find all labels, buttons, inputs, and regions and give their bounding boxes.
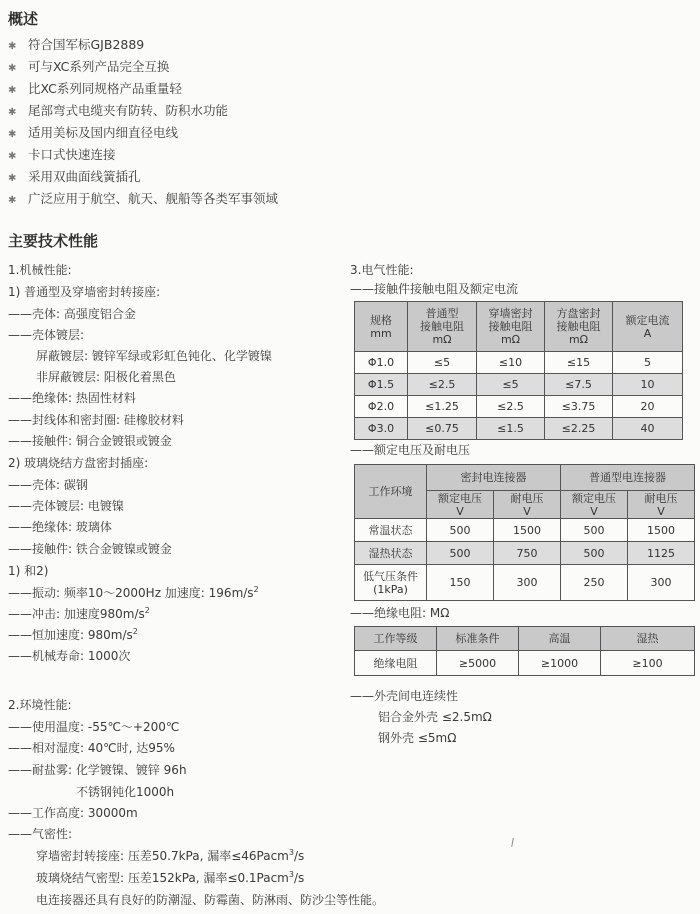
spec-temperature: ——使用温度: -55℃～+200℃ [8,720,180,734]
table-cell: ≤3.75 [545,396,613,418]
table-header: 穿墙密封 接触电阻 mΩ [477,302,545,352]
list-item: ✱ 广泛应用于航空、航天、舰船等各类军事领域 [8,188,278,210]
contact-resistance-title: ——接触件接触电阻及额定电流 [350,282,519,296]
contact-resistance-table [354,301,683,440]
table-header: 额定电压 V [561,491,628,519]
table-cell: 500 [561,519,628,542]
table-header: 额定电压 V [427,491,494,519]
table-header: 普通型 接触电阻 mΩ [408,302,477,352]
asterisk-icon: ✱ [8,173,17,184]
table-cell: 150 [427,565,494,601]
table-header: 额定电流 A [613,302,683,352]
electrical-heading: 3.电气性能: [350,263,414,277]
table-row [355,565,695,601]
table-cell: ≥5000 [437,651,519,676]
table-cell: ≥100 [601,651,695,676]
table-cell: 300 [628,565,695,601]
table-cell: 10 [613,374,683,396]
mechanical-sub2: 2) 玻璃烧结方盘密封插座: [8,456,149,470]
table-cell: 300 [494,565,561,601]
asterisk-icon: ✱ [8,151,17,162]
table-header: 高温 [519,627,601,651]
table-row [355,396,683,418]
insulation-table [354,626,695,676]
environmental-heading: 2.环境性能: [8,698,72,712]
table-row [355,519,695,542]
table-cell: 常温状态 [355,519,427,542]
table-cell: 500 [561,542,628,565]
table-cell: ≤5 [408,352,477,374]
continuity-steel: 钢外壳 ≤5mΩ [378,731,457,745]
list-item: ✱ 卡口式快速连接 [8,144,278,166]
table-cell: ≥1000 [519,651,601,676]
table-cell: 20 [613,396,683,418]
table-cell: ≤1.25 [408,396,477,418]
voltage-table [354,464,695,601]
table-cell: 1500 [628,519,695,542]
spec-shell: ——壳体: 高强度铝合金 [8,307,136,321]
spec-altitude: ——工作高度: 30000m [8,806,138,820]
table-cell: 500 [427,542,494,565]
list-item: ✱ 适用美标及国内细直径电线 [8,122,278,144]
table-cell: ≤10 [477,352,545,374]
table-cell: 绝缘电阻 [355,651,437,676]
table-cell: 1125 [628,542,695,565]
continuity-title: ——外壳间电连续性 [350,689,459,703]
spec-mechanical-life: ——机械寿命: 1000次 [8,649,131,663]
spec-extra-note: 电连接器还具有良好的防潮湿、防霉菌、防淋雨、防沙尘等性能。 [36,893,385,907]
asterisk-icon: ✱ [8,85,17,96]
asterisk-icon: ✱ [8,107,17,118]
mechanical-sub1: 1) 普通型及穿墙密封转接座: [8,285,161,299]
table-cell: ≤5 [477,374,545,396]
spec-seal: ——封线体和密封圈: 硅橡胶材料 [8,413,184,427]
list-item: ✱ 符合国军标GJB2889 [8,34,278,56]
overview-title: 概述 [8,10,39,28]
table-cell: 750 [494,542,561,565]
spec-plating: ——壳体镀层: [8,328,85,342]
spec-plating2: ——壳体镀层: 电镀镍 [8,499,124,513]
table-cell: Φ2.0 [355,396,408,418]
table-cell: ≤2.5 [477,396,545,418]
asterisk-icon: ✱ [8,195,17,206]
table-cell: 湿热状态 [355,542,427,565]
table-cell: 1500 [494,519,561,542]
spec-airtightness: ——气密性: [8,827,73,841]
table-cell: ≤2.5 [408,374,477,396]
table-cell: Φ1.5 [355,374,408,396]
voltage-title: ——额定电压及耐电压 [350,443,471,457]
table-header: 耐电压 V [494,491,561,519]
table-cell: Φ1.0 [355,352,408,374]
asterisk-icon: ✱ [8,41,17,52]
table-cell: 5 [613,352,683,374]
asterisk-icon: ✱ [8,63,17,74]
table-row [355,352,683,374]
spec-vibration: ——振动: 频率10～2000Hz 加速度: $196m/s^2$ [8,585,259,600]
insulation-title: ——绝缘电阻: MΩ [350,606,450,620]
table-cell: ≤15 [545,352,613,374]
spec-shock: ——冲击: 加速度$980m/s^2$ [8,606,150,621]
mechanical-heading: 1.机械性能: [8,263,72,277]
list-item: ✱ 比XC系列同规格产品重量轻 [8,78,278,100]
spec-contact2: ——接触件: 铁合金镀镍或镀金 [8,542,172,556]
list-item: ✱ 采用双曲面线簧插孔 [8,166,278,188]
table-cell: 40 [613,418,683,440]
continuity-aluminum: 铝合金外壳 ≤2.5mΩ [378,710,492,724]
table-row [355,651,695,676]
table-header: 密封电连接器 [427,465,561,491]
spec-shield-plating: 屏蔽镀层: 镀锌军绿或彩虹色钝化、化学镀镍 [36,349,272,363]
spec-humidity: ——相对湿度: 40℃时, 达95% [8,741,175,755]
table-row [355,542,695,565]
pen-tick-mark [511,838,514,847]
table-header: 湿热 [601,627,695,651]
asterisk-icon: ✱ [8,129,17,140]
spec-contact: ——接触件: 铜合金镀银或镀金 [8,434,172,448]
spec-insulator: ——绝缘体: 热固性材料 [8,391,136,405]
spec-insulator2: ——绝缘体: 玻璃体 [8,520,112,534]
table-header: 普通型电连接器 [561,465,695,491]
table-header: 耐电压 V [628,491,695,519]
table-header: 工作环境 [355,465,427,519]
spec-salt-spray: ——耐盐雾: 化学镀镍、镀锌 96h [8,763,187,777]
table-cell: 低气压条件 (1kPa) [355,565,427,601]
table-cell: Φ3.0 [355,418,408,440]
spec-nonshield-plating: 非屏蔽镀层: 阳极化着黑色 [36,370,176,384]
spec-constant-acceleration: ——恒加速度: $980m/s^2$ [8,627,138,642]
table-header: 工作等级 [355,627,437,651]
spec-airtight-glass: 玻璃烧结气密型: 压差152kPa, 漏率≤0.1Pacm$^3$/s [36,870,305,885]
table-cell: 250 [561,565,628,601]
spec-airtight-bulkhead: 穿墙密封转接座: 压差50.7kPa, 漏率≤46Pacm$^3$/s [36,848,305,863]
list-item: ✱ 尾部弯式电缆夹有防转、防积水功能 [8,100,278,122]
mechanical-both: 1) 和2) [8,564,49,578]
overview-list [8,34,278,210]
table-cell: 500 [427,519,494,542]
spec-shell2: ——壳体: 碳钢 [8,478,88,492]
table-cell: ≤0.75 [408,418,477,440]
table-cell: ≤2.25 [545,418,613,440]
table-cell: ≤7.5 [545,374,613,396]
table-header: 标准条件 [437,627,519,651]
table-header: 方盘密封 接触电阻 mΩ [545,302,613,352]
table-header: 规格 mm [355,302,408,352]
table-cell: ≤1.5 [477,418,545,440]
performance-title: 主要技术性能 [8,232,99,250]
table-row [355,418,683,440]
list-item: ✱ 可与XC系列产品完全互换 [8,56,278,78]
table-row [355,374,683,396]
spec-salt-spray-steel: 不锈钢钝化1000h [76,785,175,799]
